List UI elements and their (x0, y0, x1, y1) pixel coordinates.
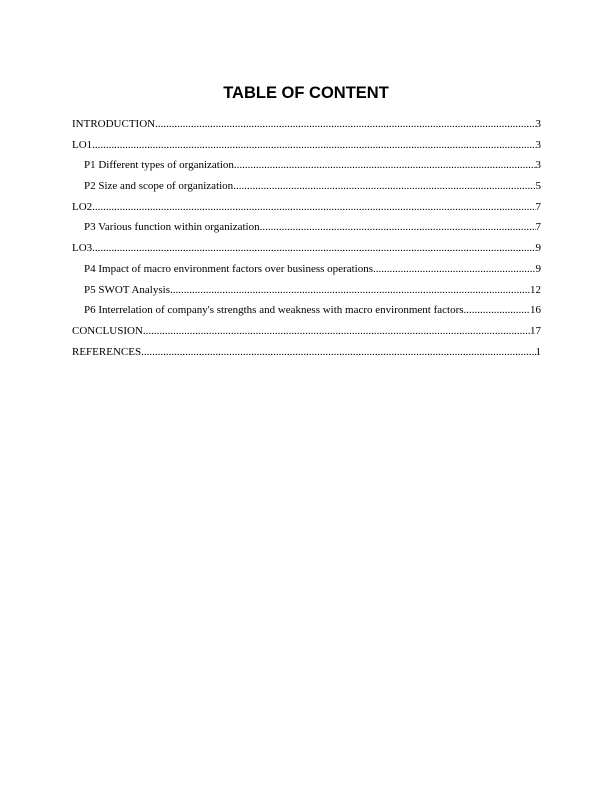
toc-entry-references[interactable] (72, 345, 541, 366)
dot-leader (92, 200, 535, 214)
toc-entry-text: P3 Various function within organization (84, 221, 260, 234)
toc-entry-text: LO1 (72, 138, 93, 151)
toc-entry-page: 3 (535, 138, 541, 151)
dot-leader (155, 117, 535, 131)
dot-leader (260, 220, 536, 234)
toc-entry-page: 7 (535, 200, 541, 213)
toc-entry-p6[interactable] (72, 303, 541, 324)
toc-entry-page: 16 (530, 304, 541, 317)
toc-entry-conclusion[interactable] (72, 324, 541, 345)
toc-entry-page: 9 (535, 262, 541, 275)
table-of-contents (72, 117, 541, 365)
toc-entry-page: 9 (535, 242, 541, 255)
toc-entry-text: REFERENCES (72, 345, 142, 358)
toc-entry-introduction[interactable] (72, 117, 541, 138)
toc-entry-text: INTRODUCTION (72, 118, 156, 130)
toc-entry-lo3[interactable] (72, 241, 541, 262)
toc-entry-p4[interactable] (72, 262, 541, 283)
toc-entry-text: P4 Impact of macro environment factors over business operations (84, 262, 373, 275)
toc-entry-text: P1 Different types of organization (84, 159, 234, 172)
toc-entry-text: CONCLUSION (72, 324, 143, 337)
toc-title: TABLE OF CONTENT (223, 84, 389, 102)
dot-leader (170, 283, 530, 297)
dot-leader (234, 158, 536, 172)
toc-entry-text: P5 SWOT Analysis (84, 283, 170, 296)
toc-entry-lo2[interactable] (72, 200, 541, 221)
toc-entry-text: P6 Interrelation of company's strengths and weakness with macro environment factors (84, 304, 464, 317)
dot-leader (464, 303, 530, 317)
toc-entry-p2[interactable] (72, 179, 541, 200)
toc-entry-lo1[interactable] (72, 138, 541, 159)
dot-leader (373, 262, 536, 276)
toc-entry-text: LO2 (72, 200, 93, 213)
toc-entry-page: 3 (535, 159, 541, 172)
toc-entry-p3[interactable] (72, 220, 541, 241)
toc-entry-p1[interactable] (72, 158, 541, 179)
toc-entry-page: 17 (530, 324, 541, 337)
toc-entry-text: P2 Size and scope of organization (84, 180, 234, 193)
toc-entry-page: 3 (535, 118, 541, 130)
dot-leader (92, 138, 535, 152)
toc-entry-page: 12 (530, 283, 541, 296)
toc-entry-page: 7 (535, 221, 541, 234)
dot-leader (141, 345, 535, 359)
dot-leader (233, 179, 535, 193)
toc-entry-page: 1 (535, 345, 541, 358)
dot-leader (92, 241, 535, 255)
toc-entry-p5[interactable] (72, 283, 541, 304)
dot-leader (143, 324, 530, 338)
toc-entry-page: 5 (535, 180, 541, 193)
toc-entry-text: LO3 (72, 242, 93, 255)
